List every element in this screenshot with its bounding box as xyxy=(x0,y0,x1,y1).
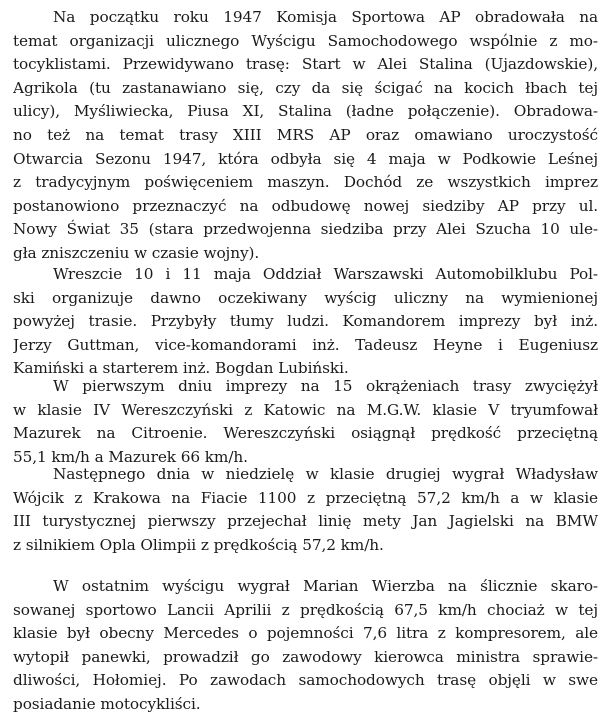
text-line: ulicy), Myśliwiecka, Piusa XI, Stalina (ładne połączenie). Obradowa- xyxy=(13,102,598,121)
text-line: powyżej trasie. Przybyły tłumy ludzi. Komandorem imprezy był inż. xyxy=(13,312,598,331)
text-line: posiadanie motocykliści. xyxy=(13,694,201,713)
text-line: Następnego dnia w niedzielę w klasie drugiej wygrał Władysław xyxy=(53,465,598,483)
text-line: Wójcik z Krakowa na Fiacie 1100 z przeciętną 57,2 km/h a w klasie xyxy=(13,488,598,507)
text-line: postanowiono przeznaczyć na odbudowę nowej siedziby AP przy ul. xyxy=(13,196,598,215)
text-line: Mazurek na Citroenie. Wereszczyński osiągnął prędkość przeciętną xyxy=(13,424,598,443)
paragraph-3 xyxy=(13,375,598,469)
text-line: III turystycznej pierwszy przejechał linię mety Jan Jagielski na BMW xyxy=(13,512,598,531)
text-line: z silnikiem Opla Olimpii z prędkością 57,2 km/h. xyxy=(13,535,384,554)
text-line: Na początku roku 1947 Komisja Sportowa AP obradowała na xyxy=(53,8,598,26)
paragraph-2 xyxy=(13,263,598,381)
text-line: tocyklistami. Przewidywano trasę: Start w Alei Stalina (Ujazdowskie), xyxy=(13,55,598,74)
paragraph-4 xyxy=(13,463,598,557)
text-line: klasie był obecny Mercedes o pojemności 7,6 litra z kompresorem, ale xyxy=(13,624,598,643)
text-line: Nowy Świat 35 (stara przedwojenna siedziba przy Alei Szucha 10 ule- xyxy=(13,220,598,239)
text-line: dliwości, Hołomiej. Po zawodach samochodowych trasę objęli w swe xyxy=(13,671,598,690)
paragraph-5 xyxy=(13,575,598,717)
text-line: Otwarcia Sezonu 1947, która odbyła się 4 maja w Podkowie Leśnej xyxy=(13,149,598,168)
text-line: z tradycyjnym poświęceniem maszyn. Dochód ze wszystkich imprez xyxy=(13,173,598,192)
text-line: 55,1 km/h a Mazurek 66 km/h. xyxy=(13,447,248,466)
text-line: temat organizacji ulicznego Wyścigu Samochodowego wspólnie z mo- xyxy=(13,31,598,50)
text-line: Agrikola (tu zastanawiano się, czy da się ścigać na kocich łbach tej xyxy=(13,78,598,97)
paragraph-1 xyxy=(13,6,598,266)
text-line: no też na temat trasy XIII MRS AP oraz omawiano uroczystość xyxy=(13,125,598,144)
text-line: W pierwszym dniu imprezy na 15 okrążeniach trasy zwyciężył xyxy=(53,377,598,395)
text-line: gła zniszczeniu w czasie wojny). xyxy=(13,243,260,262)
text-line: w klasie IV Wereszczyński z Katowic na M.G.W. klasie V tryumfował xyxy=(13,400,598,419)
text-line: ski organizuje dawno oczekiwany wyścig uliczny na wymienionej xyxy=(13,288,598,307)
text-line: Kamiński a starterem inż. Bogdan Lubiński. xyxy=(13,359,349,378)
text-line: sowanej sportowo Lancii Aprilii z prędkością 67,5 km/h chociaż w tej xyxy=(13,600,598,619)
text-line: W ostatnim wyścigu wygrał Marian Wierzba na ślicznie skaro- xyxy=(53,577,598,595)
text-line: Wreszcie 10 i 11 maja Oddział Warszawski Automobilklubu Pol- xyxy=(53,265,598,283)
text-line: wytopił panewki, prowadził go zawodowy kierowca ministra sprawie- xyxy=(13,647,598,666)
text-line: Jerzy Guttman, vice-komandorami inż. Tadeusz Heyne i Eugeniusz xyxy=(13,335,598,354)
